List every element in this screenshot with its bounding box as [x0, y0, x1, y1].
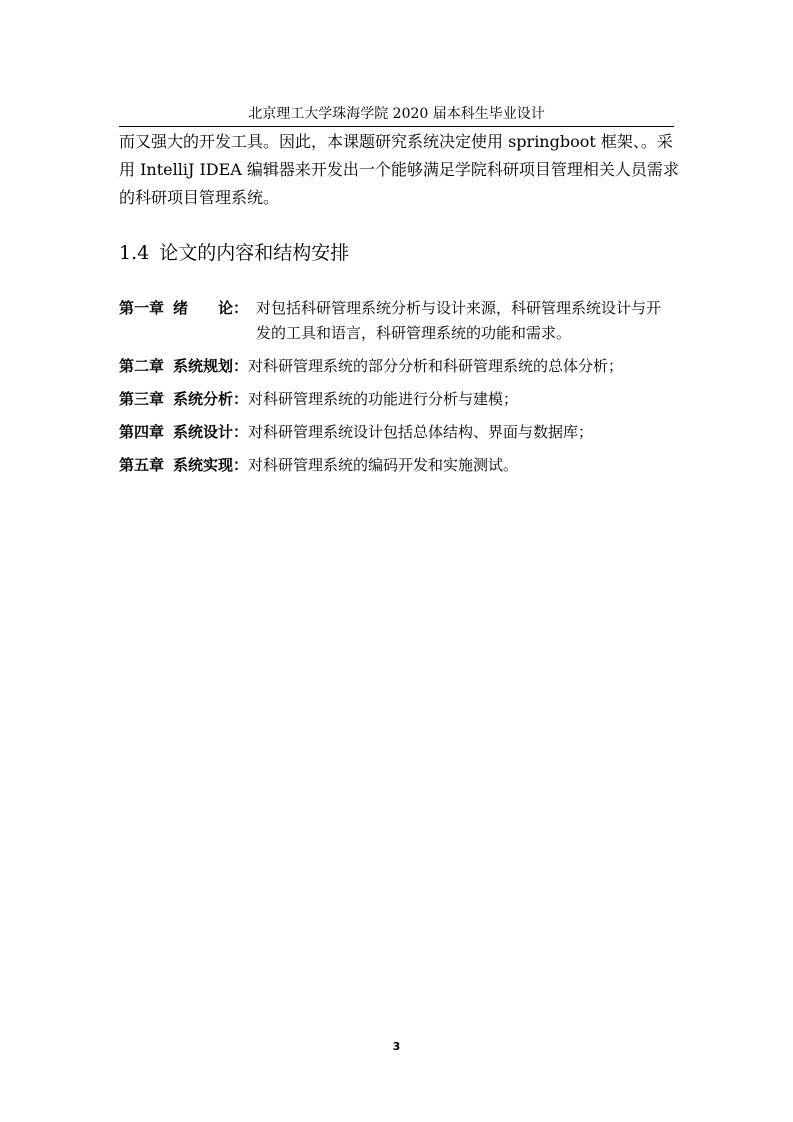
chapter-item [119, 420, 689, 445]
chapter-item [119, 387, 689, 412]
chapter-number: 第四章 [119, 423, 165, 441]
chapter-description: 对科研管理系统的功能进行分析与建模； [248, 390, 519, 408]
chapter-description-line: 对包括科研管理系统分析与设计来源，科研管理系统设计与开 [256, 299, 662, 317]
chapter-name: 系统设计： [173, 423, 249, 441]
chapter-description: 对科研管理系统设计包括总体结构、界面与数据库； [248, 423, 594, 441]
body-line: 的科研项目管理系统。 [119, 188, 280, 207]
section-heading [119, 237, 679, 269]
body-line: 用 IntelliJ IDEA 编辑器来开发出一个能够满足学院科研项目管理相关人员需求 [119, 160, 679, 179]
chapter-label [119, 387, 248, 412]
section-title: 论文的内容和结构安排 [159, 242, 350, 264]
chapter-list [119, 296, 689, 486]
chapter-name: 系统分析： [173, 390, 249, 408]
chapter-description: 对科研管理系统的部分分析和科研管理系统的总体分析； [248, 357, 624, 375]
chapter-number: 第五章 [119, 456, 165, 474]
chapter-name: 绪 论： [173, 299, 249, 317]
page-header: 北京理工大学珠海学院 2020 届本科生毕业设计 [248, 106, 545, 122]
chapter-number: 第三章 [119, 390, 165, 408]
chapter-description: 对科研管理系统的编码开发和实施测试。 [248, 456, 519, 474]
section-number: 1.4 [119, 242, 150, 264]
chapter-label [119, 453, 248, 478]
page-number: 3 [392, 1040, 401, 1053]
chapter-name: 系统规划： [173, 357, 249, 375]
body-line: 而又强大的开发工具。因此，本课题研究系统决定使用 springboot 框架、。采 [119, 132, 673, 151]
chapter-name: 系统实现： [173, 456, 249, 474]
chapter-label [119, 354, 248, 379]
chapter-number: 第一章 [119, 299, 165, 317]
chapter-label [119, 296, 256, 321]
chapter-label [119, 420, 248, 445]
body-paragraph [119, 128, 679, 212]
chapter-description-line: 发的工具和语言，科研管理系统的功能和需求。 [256, 324, 572, 342]
chapter-item [119, 453, 689, 478]
chapter-item [119, 354, 689, 379]
chapter-item [119, 296, 689, 346]
chapter-number: 第二章 [119, 357, 165, 375]
header-rule [119, 126, 674, 127]
chapter-description [256, 296, 689, 346]
